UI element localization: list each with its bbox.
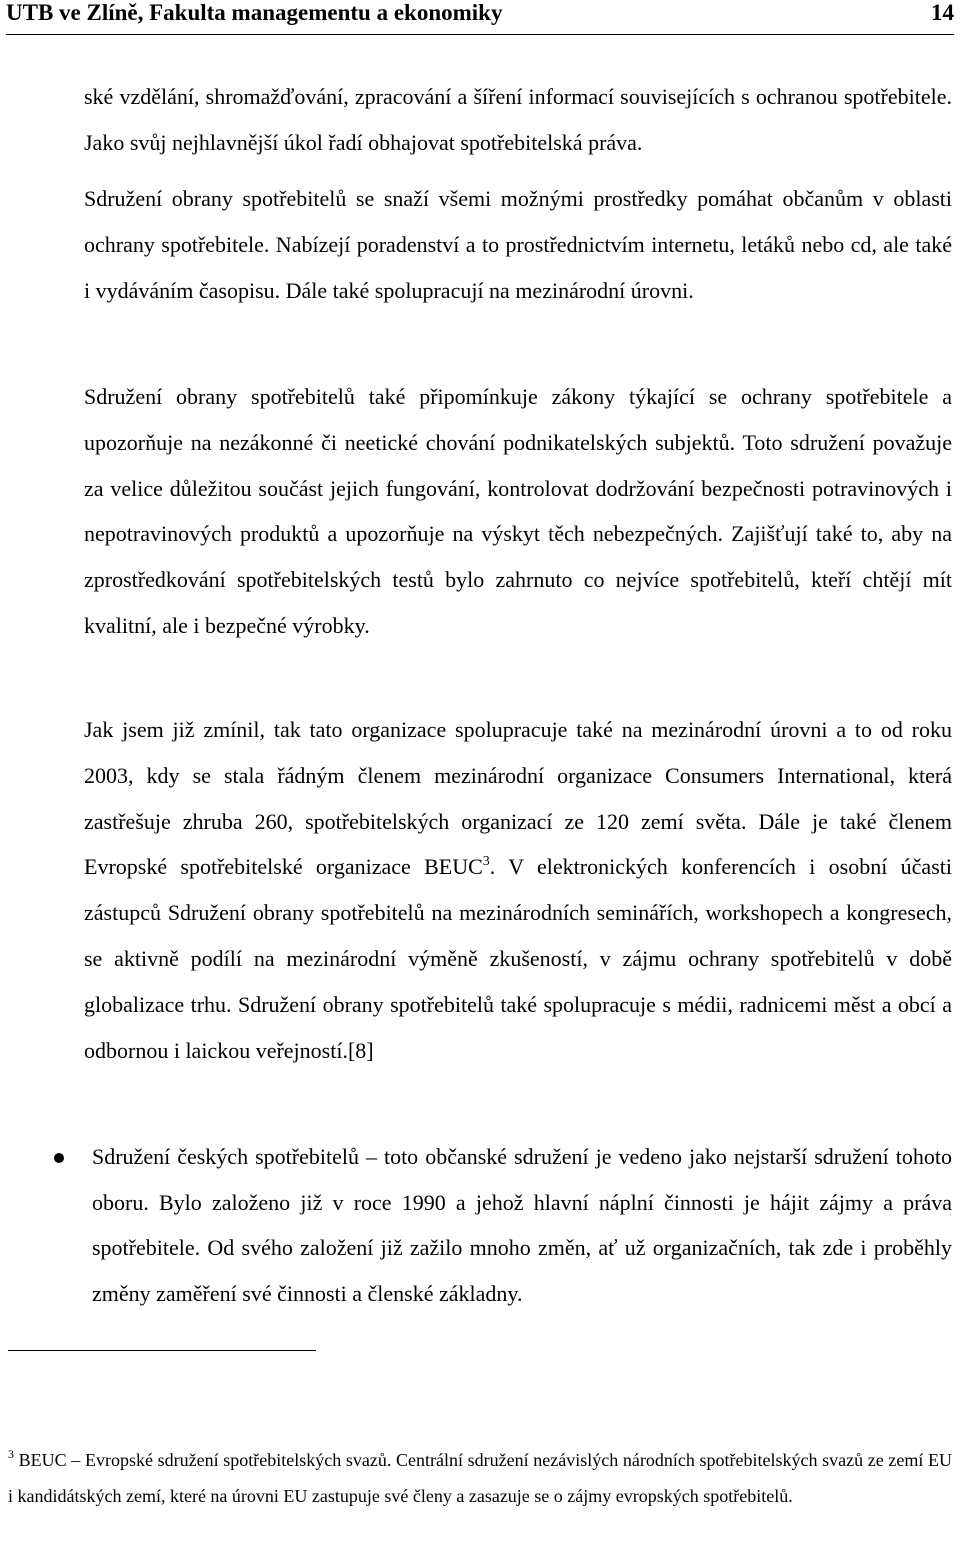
footnote-reference[interactable]: 3 (482, 854, 490, 870)
paragraph-2: Sdružení obrany spotřebitelů se snaží všemi možnými prostředky pomáhat občanům v oblasti ochrany spotřebitele. Nabízejí poradenství a to prostřednictvím internetu, letáků nebo cd, ale také i vydáváním časopisu. Dále také spolupracují na mezinárodní úrovni. (84, 186, 952, 303)
page-header (6, 0, 954, 35)
footnote-text: BEUC – Evropské sdružení spotřebitelských svazů. Centrální sdružení nezávislých národních spotřebitelských svazů ze zemí EU i kandidátských zemí, které na úrovni EU zastupuje své členy a zasazuje se o zájmy evropských spotřebitelů. (8, 1450, 952, 1506)
paragraph-4-text-b: . V elektronických konferencích i osobní účasti zástupců Sdružení obrany spotřebitelů na mezinárodních seminářích, workshopech a kongresech, se aktivně podílí na mezinárodní výměně zkušeností, v zájmu ochrany spotřebitelů v době globalizace trhu. Sdružení obrany spotřebitelů také spolupracuje s médii, radnicemi měst a obcí a odbornou i laickou veřejností.[8] (84, 854, 952, 1063)
footnote (8, 1442, 952, 1514)
footnote-divider (8, 1350, 316, 1351)
bullet-icon (54, 1153, 64, 1163)
paragraph-4-text-a: Jak jsem již zmínil, tak tato organizace spolupracuje také na mezinárodní úrovni a to od roku 2003, kdy se stala řádným členem mezinárodní organizace Consumers International, která zastřešuje zhruba 260, spotřebitelských organizací ze 120 zemí světa. Dále je také členem Evropské spotřebitelské organizace BEUC (84, 717, 952, 880)
paragraph-3: Sdružení obrany spotřebitelů také připomínkuje zákony týkající se ochrany spotřebitele a upozorňuje na nezákonné či neetické chování podnikatelských subjektů. Toto sdružení považuje za velice důležitou součást jejich fungování, kontrolovat dodržování bezpečnosti potravinových i nepotravinových produktů a upozorňuje na výskyt těch nebezpečných. Zajišťují také to, aby na zprostředkování spotřebitelských testů bylo zahrnuto co nejvíce spotřebitelů, kteří chtějí mít kvalitní, ale i bezpečné výrobky. (84, 384, 952, 638)
page-number: 14 (931, 0, 954, 25)
paragraph-1: ské vzdělání, shromažďování, zpracování a šíření informací souvisejících s ochranou spotřebitele. Jako svůj nejhlavnější úkol řadí obhajovat spotřebitelská práva. (84, 84, 952, 155)
bullet-item: Sdružení českých spotřebitelů – toto občanské sdružení je vedeno jako nejstarší sdružení tohoto oboru. Bylo založeno již v roce 1990 a jehož hlavní náplní činnosti je hájit zájmy a práva spotřebitele. Od svého založení již zažilo mnoho změn, ať už organizačních, tak zde i proběhly změny zaměření své činnosti a členské základny. (92, 1144, 952, 1306)
header-title: UTB ve Zlíně, Fakulta managementu a ekonomiky (6, 0, 503, 25)
paragraph-4 (84, 707, 952, 1073)
footnote-mark: 3 (8, 1447, 14, 1461)
